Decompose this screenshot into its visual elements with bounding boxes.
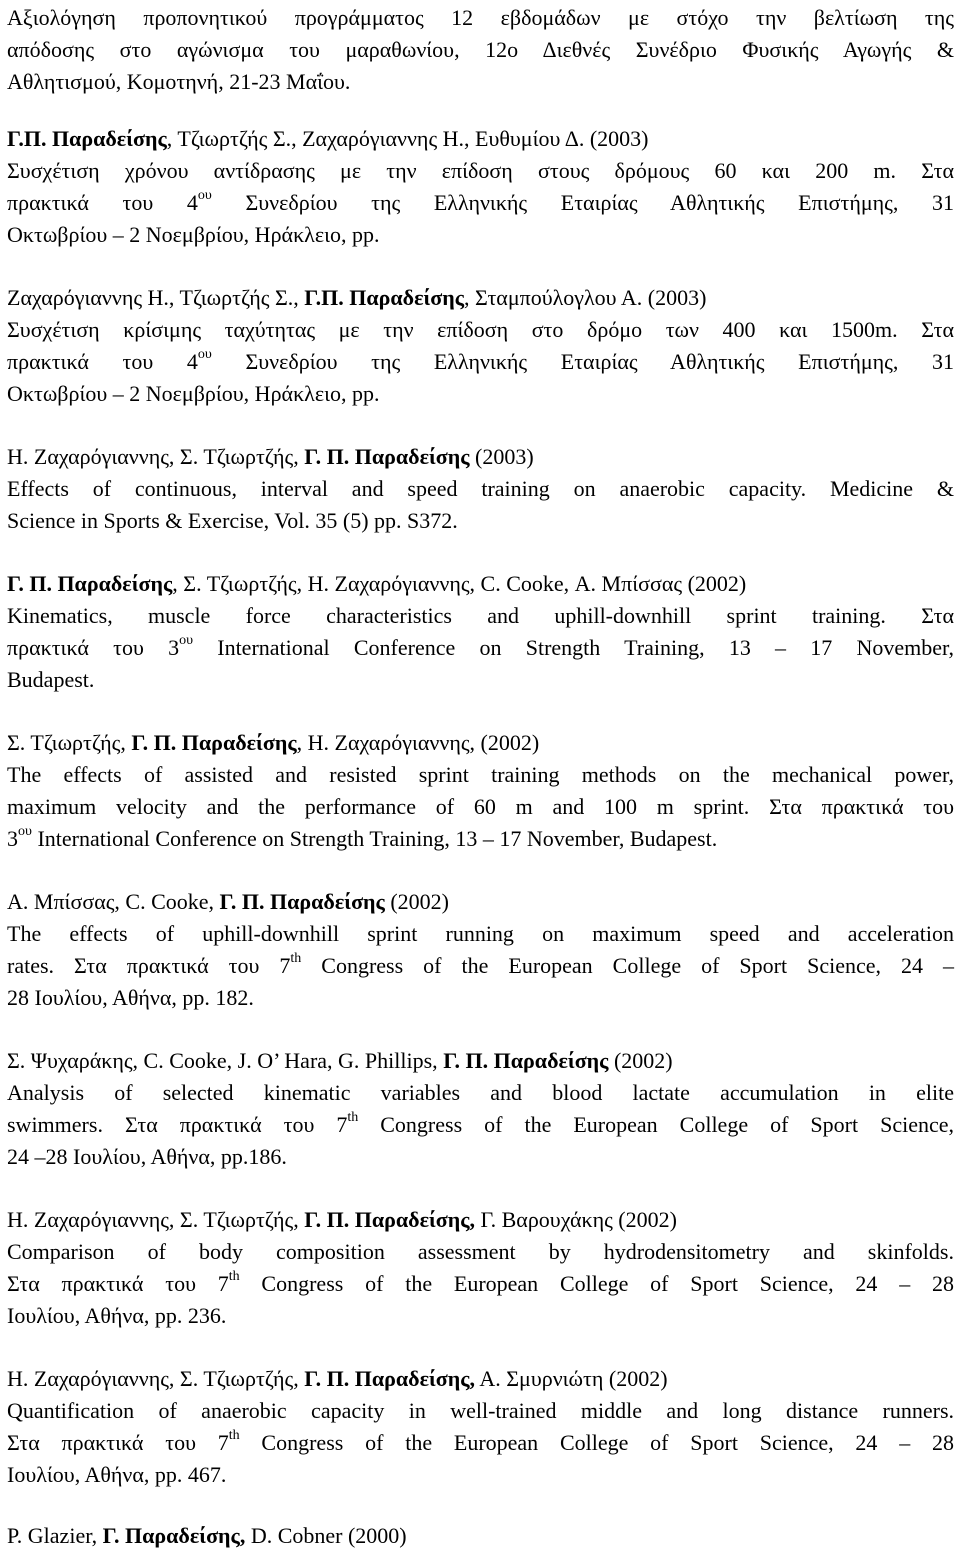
text-run: Comparison of body composition assessment by hydrodensitometry and skinfolds. — [7, 1239, 954, 1264]
ref-3-line-3 — [7, 505, 954, 537]
ref-7-line-3 — [7, 1109, 954, 1141]
text-run: Congress of the European College of Sport Science, 24 – 28 — [239, 1271, 955, 1296]
text-run: Σ. Ψυχαράκης, C. Cooke, J. O’ Hara, G. Phillips, — [7, 1048, 444, 1073]
ref-9-authors — [7, 1363, 954, 1395]
text-run: Στα πρακτικά του 7 — [7, 1271, 229, 1296]
bold-author-name: Γ. Π. Παραδείσης — [443, 1048, 609, 1073]
text-run: The effects of uphill-downhill sprint running on maximum speed and acceleration — [7, 921, 954, 946]
text-run: rates. Στα πρακτικά του 7 — [7, 953, 291, 978]
text-run: Σ. Τζιωρτζής, — [7, 730, 132, 755]
text-run: Γ. Βαρουχάκης (2002) — [475, 1207, 677, 1232]
ref-5-line-2 — [7, 759, 954, 791]
text-run: Α. Σμυρνιώτη (2002) — [475, 1366, 668, 1391]
text-run: The effects of assisted and resisted sprint training methods on the mechanical power, — [7, 762, 954, 787]
text-run: Συνεδρίου της Ελληνικής Εταιρίας Αθλητικής Επιστήμης, 31 — [211, 190, 954, 215]
text-run: D. Cobner (2000) — [245, 1523, 407, 1548]
text-run: Ζαχαρόγιαννης Η., Τζιωρτζής Σ., — [7, 285, 305, 310]
ref-1-authors — [7, 123, 954, 155]
ref-6-authors — [7, 886, 954, 918]
ref-4-line-2 — [7, 600, 954, 632]
text-run: 3 — [7, 826, 18, 851]
text-run: Η. Ζαχαρόγιαννης, Σ. Τζιωρτζής, — [7, 444, 305, 469]
ref-3-line-2 — [7, 473, 954, 505]
ref-1-line-2 — [7, 155, 954, 187]
bold-author-name: Γ.Π. Παραδείσης — [7, 126, 167, 151]
text-run: , Η. Ζαχαρόγιαννης, (2002) — [296, 730, 540, 755]
ref-5-line-4 — [7, 823, 954, 855]
text-run: P. Glazier, — [7, 1523, 103, 1548]
ref-top-line-2 — [7, 34, 954, 66]
text-run: Budapest. — [7, 667, 95, 692]
ref-7-line-2 — [7, 1077, 954, 1109]
text-run: Η. Ζαχαρόγιαννης, Σ. Τζιωρτζής, — [7, 1366, 305, 1391]
text-run: , Σ. Τζιωρτζής, Η. Ζαχαρόγιαννης, C. Cooke, Α. Μπίσσας (2002) — [172, 571, 747, 596]
text-run: International Conference on Strength Training, 13 – 17 November, Budapest. — [31, 826, 718, 851]
text-run: πρακτικά του 4 — [7, 349, 198, 374]
ref-4-line-4 — [7, 664, 954, 696]
ref-8-line-4 — [7, 1300, 954, 1332]
ref-top-line-1 — [7, 2, 954, 34]
text-run: Effects of continuous, interval and speed training on anaerobic capacity. Medicine & — [7, 476, 954, 501]
text-run: πρακτικά του 3 — [7, 635, 180, 660]
ref-2-authors — [7, 282, 954, 314]
text-run: (2002) — [608, 1048, 673, 1073]
ref-7-authors — [7, 1045, 954, 1077]
text-run: Συσχέτιση κρίσιμης ταχύτητας με την επίδοση στο δρόμο των 400 και 1500m. Στα — [7, 317, 954, 342]
superscript-text: th — [228, 1269, 240, 1284]
text-run: Η. Ζαχαρόγιαννης, Σ. Τζιωρτζής, — [7, 1207, 305, 1232]
text-run: Αθλητισμού, Κομοτηνή, 21-23 Μαΐου. — [7, 69, 351, 94]
text-run: maximum velocity and the performance of 60 m and 100 m sprint. Στα πρακτικά του — [7, 794, 954, 819]
text-run: Συσχέτιση χρόνου αντίδρασης με την επίδοση στους δρόμους 60 και 200 m. Στα — [7, 158, 954, 183]
text-run: (2003) — [469, 444, 534, 469]
bold-author-name: Γ. Π. Παραδείσης — [219, 889, 385, 914]
bold-author-name: Γ. Π. Παραδείσης — [304, 444, 470, 469]
text-run: Congress of the European College of Sport Science, 24 – 28 — [239, 1430, 955, 1455]
text-run: Kinematics, muscle force characteristics and uphill-downhill sprint training. Στα — [7, 603, 954, 628]
ref-1-line-3 — [7, 187, 954, 219]
bold-author-name: Γ.Π. Παραδείσης — [304, 285, 465, 310]
ref-9-line-3 — [7, 1427, 954, 1459]
ref-3-authors — [7, 441, 954, 473]
superscript-text: ου — [197, 347, 212, 362]
text-run: Ιουλίου, Αθήνα, pp. 467. — [7, 1462, 227, 1487]
text-run: Analysis of selected kinematic variables and blood lactate accumulation in elite — [7, 1080, 954, 1105]
text-run: Quantification of anaerobic capacity in well-trained middle and long distance runners. — [7, 1398, 954, 1423]
ref-9-line-2 — [7, 1395, 954, 1427]
text-run: Αξιολόγηση προπονητικού προγράμματος 12 εβδομάδων με στόχο την βελτίωση της — [7, 5, 954, 30]
superscript-text: ου — [179, 633, 194, 648]
text-run: απόδοσης στο αγώνισμα του μαραθωνίου, 12ο Διεθνές Συνέδριο Φυσικής Αγωγής & — [7, 37, 954, 62]
text-run: Στα πρακτικά του 7 — [7, 1430, 229, 1455]
text-run: International Conference on Strength Training, 13 – 17 November, — [193, 635, 954, 660]
bold-author-name: Γ. Π. Παραδείσης — [131, 730, 297, 755]
ref-9-line-4 — [7, 1459, 954, 1491]
text-run: Science in Sports & Exercise, Vol. 35 (5) pp. S372. — [7, 508, 458, 533]
superscript-text: ου — [18, 824, 32, 839]
ref-4-authors — [7, 568, 954, 600]
text-run: 24 –28 Ιουλίου, Αθήνα, pp.186. — [7, 1144, 287, 1169]
text-run: Οκτωβρίου – 2 Νοεμβρίου, Ηράκλειο, pp. — [7, 222, 380, 247]
superscript-text: th — [290, 951, 302, 966]
text-run: Ιουλίου, Αθήνα, pp. 236. — [7, 1303, 227, 1328]
text-run: Συνεδρίου της Ελληνικής Εταιρίας Αθλητικής Επιστήμης, 31 — [211, 349, 954, 374]
ref-6-line-2 — [7, 918, 954, 950]
ref-1-line-4 — [7, 219, 954, 251]
text-run: , Τζιωρτζής Σ., Ζαχαρόγιαννης Η., Ευθυμίου Δ. (2003) — [166, 126, 649, 151]
ref-top-line-3 — [7, 66, 954, 98]
superscript-text: th — [228, 1428, 240, 1443]
bold-author-name: Γ. Παραδείσης, — [102, 1523, 246, 1548]
ref-8-line-3 — [7, 1268, 954, 1300]
ref-4-line-3 — [7, 632, 954, 664]
bold-author-name: Γ. Π. Παραδείσης, — [304, 1366, 476, 1391]
bold-author-name: Γ. Π. Παραδείσης — [7, 571, 173, 596]
superscript-text: ου — [197, 188, 212, 203]
text-run: (2002) — [384, 889, 449, 914]
ref-2-line-2 — [7, 314, 954, 346]
ref-6-line-4 — [7, 982, 954, 1014]
text-run: , Σταμπούλογλου Α. (2003) — [464, 285, 707, 310]
text-run: Congress of the European College of Sport Science, — [358, 1112, 955, 1137]
ref-8-line-2 — [7, 1236, 954, 1268]
bold-author-name: Γ. Π. Παραδείσης, — [304, 1207, 476, 1232]
ref-2-line-4 — [7, 378, 954, 410]
ref-6-line-3 — [7, 950, 954, 982]
text-run: Α. Μπίσσας, C. Cooke, — [7, 889, 220, 914]
ref-2-line-3 — [7, 346, 954, 378]
ref-8-authors — [7, 1204, 954, 1236]
ref-10-authors — [7, 1520, 954, 1552]
text-run: 28 Ιουλίου, Αθήνα, pp. 182. — [7, 985, 254, 1010]
ref-5-authors — [7, 727, 954, 759]
ref-7-line-4 — [7, 1141, 954, 1173]
text-run: πρακτικά του 4 — [7, 190, 198, 215]
text-run: swimmers. Στα πρακτικά του 7 — [7, 1112, 348, 1137]
text-run: Congress of the European College of Sport Science, 24 – — [301, 953, 954, 978]
superscript-text: th — [347, 1110, 359, 1125]
ref-5-line-3 — [7, 791, 954, 823]
text-run: Οκτωβρίου – 2 Νοεμβρίου, Ηράκλειο, pp. — [7, 381, 380, 406]
